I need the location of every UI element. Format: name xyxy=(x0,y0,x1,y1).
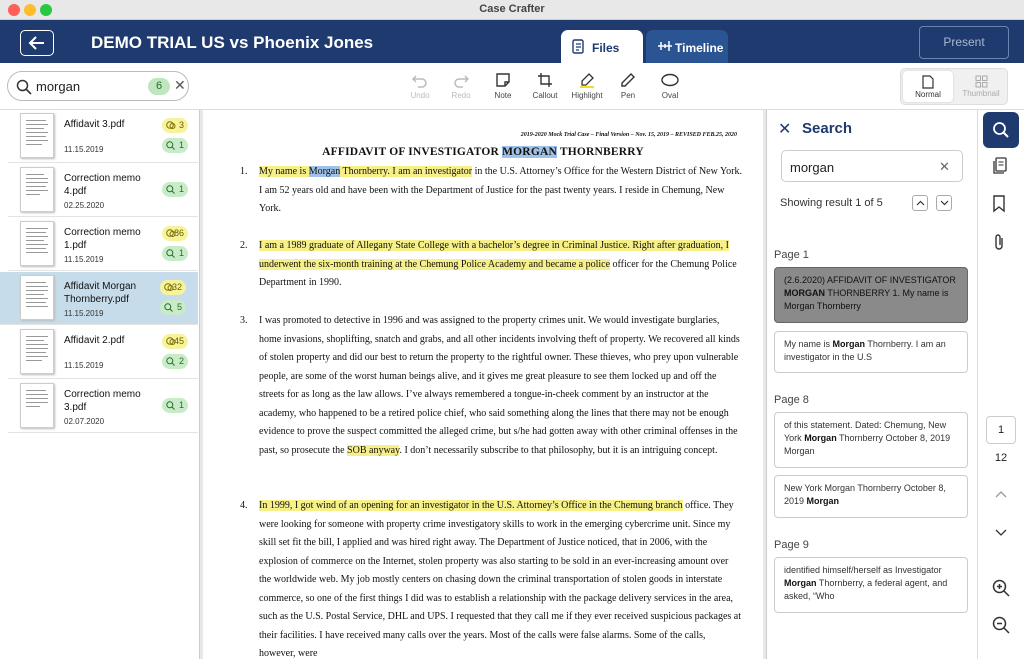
search-icon xyxy=(166,185,175,194)
result-text: of this statement. Dated: Chemung, New York xyxy=(784,420,947,443)
tab-files-label: Files xyxy=(592,41,620,55)
tab-files[interactable] xyxy=(561,30,643,63)
zoom-in-icon[interactable] xyxy=(991,578,1011,598)
search-icon xyxy=(166,249,175,258)
result-page-label: Page 9 xyxy=(774,539,809,551)
comment-icon xyxy=(166,121,176,130)
result-text: Thornberry October 8, 2019 Morgan xyxy=(784,433,951,456)
result-page-label: Page 8 xyxy=(774,394,809,406)
tab-timeline[interactable] xyxy=(646,30,728,63)
pen-icon xyxy=(620,72,636,88)
clear-search-icon[interactable]: ✕ xyxy=(939,159,950,174)
title-bar xyxy=(0,0,1024,20)
paragraph-1 xyxy=(240,163,743,219)
search-result[interactable] xyxy=(774,475,968,518)
search-panel-title: Search xyxy=(802,120,853,137)
search-icon xyxy=(16,79,32,95)
note-icon xyxy=(495,72,511,88)
file-name: Correction memo 4.pdf xyxy=(64,173,141,197)
search-field[interactable] xyxy=(781,150,963,182)
highlighter-icon xyxy=(579,72,595,88)
file-list xyxy=(0,110,200,659)
oval-button[interactable] xyxy=(650,72,690,100)
paragraph-text: . I don’t necessarily subscribe to that philosophy, but it is an intriguing concept. xyxy=(399,444,718,456)
document-page xyxy=(203,110,763,659)
file-name: Correction memo 1.pdf xyxy=(64,227,141,251)
view-normal-label: Normal xyxy=(915,90,941,99)
file-thumbnail xyxy=(20,329,54,374)
previous-page-icon[interactable] xyxy=(994,490,1008,498)
hit-count-badge xyxy=(162,398,188,413)
result-match: MORGAN xyxy=(784,288,825,298)
paragraph-text: I was promoted to detective in 1996 and was assigned to the property crimes unit. We would investigate burglaries, home invasions, shoplifting, snatch and grabs, and all other incidents involving theft of property. We recovered all kinds of stolen property and did our best to return the property to the rightful owner. These thieves, who prey upon vulnerable people, are some of the worst human beings alive, and it gives me great pleasure to see them locked up and off the streets for as long as the law allows. I’ve always remembered a tongue-in-cheek comment by an instructor at the academy, who happened to be a retired police chief, who said something along the lines that there may not be enough evidence to prove the suspect committed the alleged crime, but s/he had gotten away with other criminal offenses in the past, so prosecute the xyxy=(259,315,740,456)
callout-label: Callout xyxy=(532,91,558,100)
undo-icon xyxy=(412,72,428,88)
hit-count: 1 xyxy=(178,400,184,410)
document-viewer[interactable] xyxy=(200,110,766,659)
search-match-highlight: Morgan xyxy=(308,166,341,177)
file-search-box[interactable] xyxy=(7,71,189,101)
hit-count-badge xyxy=(162,354,188,369)
file-date: 02.25.2020 xyxy=(64,201,105,210)
search-icon xyxy=(164,303,173,312)
paragraph-2 xyxy=(240,237,743,293)
search-panel-button[interactable] xyxy=(983,112,1019,148)
highlight[interactable]: My name is xyxy=(259,166,309,177)
comment-icon xyxy=(164,283,174,292)
callout-button[interactable] xyxy=(525,72,565,100)
grid-icon xyxy=(975,75,988,88)
search-result[interactable] xyxy=(774,412,968,468)
result-page-label: Page 1 xyxy=(774,249,809,261)
pen-label: Pen xyxy=(620,91,636,100)
hit-count-badge xyxy=(160,300,186,315)
search-match-highlight: MORGAN xyxy=(502,146,557,158)
hit-count: 5 xyxy=(176,302,182,312)
document-title xyxy=(203,146,763,158)
highlight-button[interactable] xyxy=(567,72,607,100)
files-icon xyxy=(572,39,586,57)
document-header-note: 2019-2020 Mock Trial Case – Final Version – Nov. 15, 2019 – REVISED FEB.25, 2020 xyxy=(520,132,737,138)
app-header xyxy=(0,20,1024,63)
clear-search-icon[interactable]: ✕ xyxy=(174,77,186,93)
paragraph-number: 2. xyxy=(240,240,248,251)
search-icon xyxy=(166,357,175,366)
paragraph-number: 4. xyxy=(240,500,248,511)
paperclip-icon xyxy=(992,233,1006,251)
file-name: Affidavit Morgan Thornberry.pdf xyxy=(64,281,137,305)
file-item[interactable] xyxy=(8,326,198,379)
file-name: Affidavit 3.pdf xyxy=(64,119,125,130)
search-input[interactable]: morgan xyxy=(790,160,835,175)
highlight[interactable]: I am a 1989 graduate of Allegany State College with a bachelor’s degree in Criminal Justice. Right after graduation, I underwent the six-month training at the Chemung Police Academy and became a police xyxy=(259,240,729,270)
page-icon xyxy=(922,75,934,89)
search-result-status: Showing result 1 of 5 xyxy=(780,197,883,209)
close-search-icon[interactable]: ✕ xyxy=(778,121,792,138)
paragraph-text: officer for the Chemung Police Department in 1990. xyxy=(259,258,737,288)
result-match: Morgan xyxy=(806,496,840,506)
tab-timeline-label: Timeline xyxy=(675,41,724,55)
search-result[interactable] xyxy=(774,557,968,613)
search-panel xyxy=(766,110,977,659)
file-date: 11.15.2019 xyxy=(64,255,104,264)
paragraph-text: office. They were looking for someone with property crime investigatory skills to work in the emerging cybercrime unit. Since my skill set fit the bill, I applied and was hired right away. The Department of Justice noticed, that in 2006, with the explosion of commerce on the Internet, stolen property was also starting to be sold in an ever-increasing amount over the worldwide web. My job mostly centers on chasing down the criminal transportation of stolen goods in interstate commerce, so one of the first things I did was to establish a relationship with the package delivery services in the area, such as the U.S. Postal Service, DHL and UPS. I requested that they call me if they ever received suspicious packages at their facilities. I have received many calls over the years. Most of the calls were false alarms. Some of the calls, however, were xyxy=(259,500,741,659)
case-title: DEMO TRIAL US vs Phoenix Jones xyxy=(91,33,374,52)
search-result[interactable] xyxy=(774,331,968,373)
hit-count-badge xyxy=(162,246,188,261)
paragraph-4 xyxy=(240,497,743,659)
file-thumbnail xyxy=(20,275,54,320)
view-thumbnail-button[interactable] xyxy=(956,71,1006,102)
file-date: 11.15.2019 xyxy=(64,145,104,154)
hit-count: 1 xyxy=(178,248,184,258)
paragraph-number: 3. xyxy=(240,315,248,326)
paragraph-text: in the U.S. Attorney’s Office for the Western District of New York. I am 52 years old and have been with the Department of Justice for the past twenty years. I reside in Chemung, New York. xyxy=(259,166,743,214)
title-text: AFFIDAVIT OF INVESTIGATOR xyxy=(322,146,503,158)
file-thumbnail xyxy=(20,167,54,212)
comment-count-badge xyxy=(162,118,188,133)
documents-icon xyxy=(992,157,1008,175)
view-thumbnail-label: Thumbnail xyxy=(962,89,1000,98)
file-item-selected[interactable] xyxy=(0,272,198,325)
highlight[interactable]: Thornberry. I am an investigator xyxy=(340,166,473,177)
search-icon xyxy=(166,401,175,410)
highlight-label: Highlight xyxy=(571,91,603,100)
hit-count: 1 xyxy=(178,184,184,194)
previous-result-button[interactable] xyxy=(912,195,928,211)
undo-label: Undo xyxy=(410,91,430,100)
result-match: Morgan xyxy=(804,433,837,443)
file-name: Correction memo 3.pdf xyxy=(64,389,141,413)
comment-icon xyxy=(166,337,176,346)
result-text: My name is xyxy=(784,339,833,349)
file-search-count-badge: 6 xyxy=(148,78,170,95)
view-mode-toggle xyxy=(900,68,1008,105)
note-button[interactable] xyxy=(483,72,523,100)
file-item[interactable] xyxy=(8,164,198,217)
redo-button[interactable] xyxy=(441,72,481,100)
comment-count-badge xyxy=(162,334,188,349)
undo-button[interactable] xyxy=(400,72,440,100)
next-result-button[interactable] xyxy=(936,195,952,211)
result-text: identified himself/herself as Investigator xyxy=(784,565,942,575)
file-thumbnail xyxy=(20,383,54,428)
file-thumbnail xyxy=(20,221,54,266)
chevron-down-icon xyxy=(940,200,949,206)
file-name: Affidavit 2.pdf xyxy=(64,335,125,346)
comment-count: 32 xyxy=(171,282,182,292)
pen-button[interactable] xyxy=(608,72,648,100)
bookmarks-button[interactable] xyxy=(983,186,1019,222)
file-item[interactable] xyxy=(8,110,198,163)
file-search-input[interactable]: morgan xyxy=(36,79,81,94)
redo-label: Redo xyxy=(451,91,471,100)
hit-count: 1 xyxy=(178,140,184,150)
result-match: Morgan xyxy=(832,339,866,349)
file-item[interactable] xyxy=(8,380,198,433)
current-page-input[interactable]: 1 xyxy=(986,416,1016,444)
comment-count: 86 xyxy=(173,228,184,238)
oval-icon xyxy=(661,72,679,88)
file-date: 11.15.2019 xyxy=(64,361,104,370)
attachments-button[interactable] xyxy=(983,224,1019,260)
toolbar xyxy=(0,63,1024,110)
total-pages: 12 xyxy=(994,452,1008,464)
right-rail xyxy=(977,110,1024,659)
paragraph-3 xyxy=(240,312,743,460)
result-text: Thornberry, a federal agent, and asked, “Who xyxy=(784,578,948,601)
highlight[interactable]: In 1999, I got wind of an opening for an investigator in the U.S. Attorney’s Office in the Chemung branch xyxy=(259,500,683,511)
bookmark-icon xyxy=(992,195,1006,213)
zoom-out-icon[interactable] xyxy=(991,615,1011,635)
timeline-icon xyxy=(657,39,673,56)
comment-count: 45 xyxy=(173,336,184,346)
search-icon xyxy=(992,121,1010,139)
documents-button[interactable] xyxy=(983,148,1019,184)
search-result-active[interactable] xyxy=(774,267,968,323)
present-button[interactable]: Present xyxy=(919,26,1009,59)
file-item[interactable] xyxy=(8,218,198,271)
hit-count: 2 xyxy=(178,356,184,366)
title-text: THORNBERRY xyxy=(556,146,644,158)
crop-icon xyxy=(537,72,553,88)
window-title: Case Crafter xyxy=(479,3,545,15)
comment-count: 3 xyxy=(178,120,184,130)
next-page-icon[interactable] xyxy=(994,529,1008,537)
highlight[interactable]: SOB anyway xyxy=(347,444,400,456)
oval-label: Oval xyxy=(661,91,679,100)
note-label: Note xyxy=(494,91,512,100)
redo-icon xyxy=(453,72,469,88)
result-text: (2.6.2020) AFFIDAVIT OF INVESTIGATOR xyxy=(784,275,956,285)
arrow-left-icon xyxy=(28,35,46,51)
result-text: New York Morgan Thornberry October 8, 2019 xyxy=(784,483,946,506)
comment-count-badge xyxy=(160,280,186,295)
file-date: 02.07.2020 xyxy=(64,417,105,426)
chevron-up-icon xyxy=(916,200,925,206)
result-text: THORNBERRY 1. My name is Morgan Thornberry xyxy=(784,288,949,311)
view-normal-button[interactable] xyxy=(903,71,953,102)
file-thumbnail xyxy=(20,113,54,158)
comment-count-badge xyxy=(162,226,188,241)
comment-icon xyxy=(166,229,176,238)
hit-count-badge xyxy=(162,138,188,153)
search-icon xyxy=(166,141,175,150)
paragraph-number: 1. xyxy=(240,166,248,177)
result-match: Morgan xyxy=(784,578,817,588)
hit-count-badge xyxy=(162,182,188,197)
result-text: Thornberry. I am an investigator in the U.S xyxy=(784,339,946,362)
back-button[interactable] xyxy=(20,30,54,56)
file-date: 11.15.2019 xyxy=(64,309,104,318)
